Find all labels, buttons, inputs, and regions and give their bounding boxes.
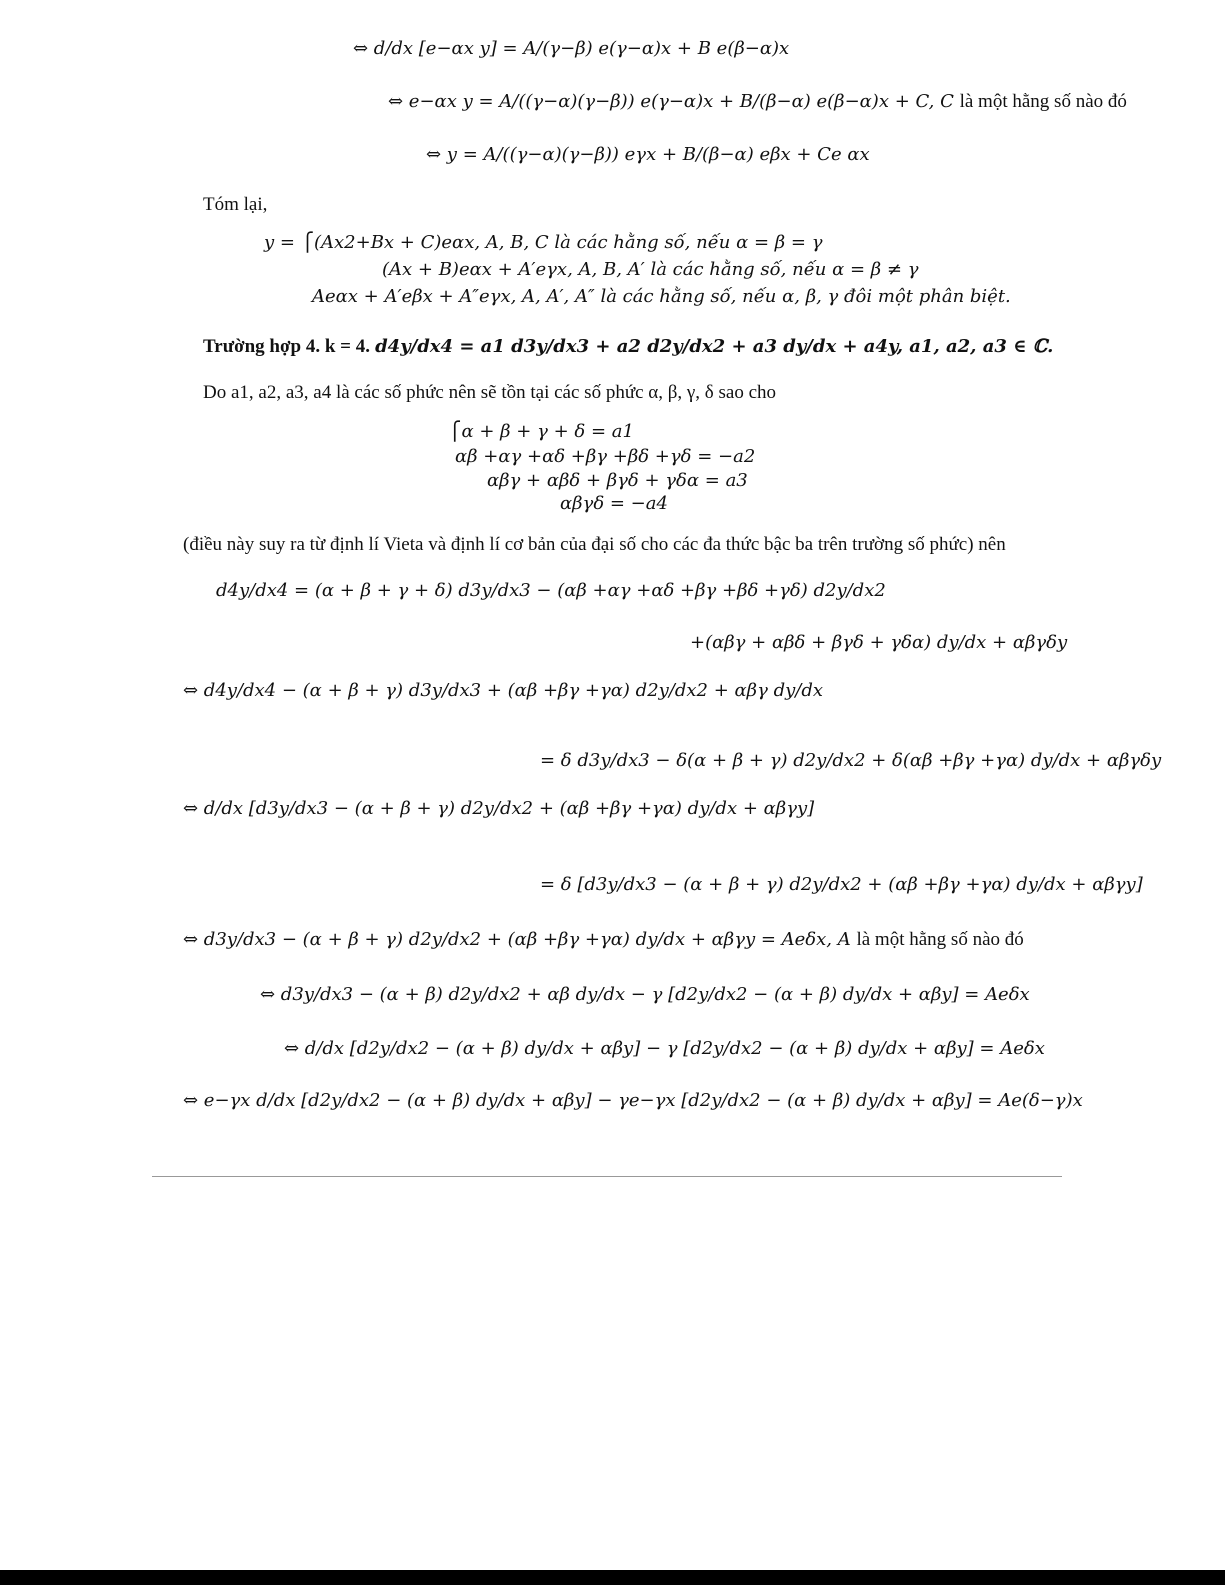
derivation-4-text: là một hằng số nào đó xyxy=(856,929,1024,950)
vieta-paragraph: (điều này suy ra từ định lí Vieta và định lí cơ bản của đại số cho các đa thức bậc ba trên trường số phức) nên xyxy=(183,534,1006,555)
system-row-3: αβγ + αβδ + βγδ + γδα = a3 xyxy=(487,470,748,491)
case-brace: y = ⎧ xyxy=(264,232,315,253)
derivation-6: ⇔ d/dx [d2y/dx2 − (α + β) dy/dx + αβy] − γ [d2y/dx2 − (α + β) dy/dx + αβy] = Aeδx xyxy=(284,1038,1045,1059)
case-1: (Ax2+Bx + C)eαx, A, B, C là các hằng số, nếu α = β = γ xyxy=(314,232,823,253)
case-4-heading xyxy=(203,337,1053,356)
case-3: Aeαx + A′eβx + A″eγx, A, A′, A″ là các hằng số, nếu α, β, γ đôi một phân biệt. xyxy=(312,286,1011,307)
derivation-1b: +(αβγ + αβδ + βγδ + γδα) dy/dx + αβγδy xyxy=(690,632,1068,653)
equation-line-2 xyxy=(388,92,1127,111)
equation-line-3: ⇔ y = A/((γ−α)(γ−β)) eγx + B/(β−α) eβx + Ce αx xyxy=(426,144,870,165)
summary-label: Tóm lại, xyxy=(203,194,268,215)
derivation-7: ⇔ e−γx d/dx [d2y/dx2 − (α + β) dy/dx + αβy] − γe−γx [d2y/dx2 − (α + β) dy/dx + αβy] = Ae(δ−γ)x xyxy=(183,1090,1083,1111)
derivation-4-math: ⇔ d3y/dx3 − (α + β + γ) d2y/dx2 + (αβ +βγ +γα) dy/dx + αβγy = Aeδx, A xyxy=(183,929,851,950)
case-2: (Ax + B)eαx + A′eγx, A, B, A′ là các hằng số, nếu α = β ≠ γ xyxy=(382,259,919,280)
page-divider xyxy=(152,1176,1062,1177)
derivation-4 xyxy=(183,930,1024,949)
case-4-title: Trường hợp 4. k = 4. xyxy=(203,336,370,357)
equation-line-1: ⇔ d/dx [e−αx y] = A/(γ−β) e(γ−α)x + B e(β−α)x xyxy=(353,38,790,59)
case-4-equation: d4y/dx4 = a1 d3y/dx3 + a2 d2y/dx2 + a3 dy/dx + a4y, a1, a2, a3 ∈ ℂ. xyxy=(375,336,1054,357)
system-row-4: αβγδ = −a4 xyxy=(560,493,668,514)
derivation-2b: = δ d3y/dx3 − δ(α + β + γ) d2y/dx2 + δ(αβ +βγ +γα) dy/dx + αβγδy xyxy=(540,750,1162,771)
equation-line-2-text: là một hằng số nào đó xyxy=(959,91,1127,112)
derivation-2a: ⇔ d4y/dx4 − (α + β + γ) d3y/dx3 + (αβ +βγ +γα) d2y/dx2 + αβγ dy/dx xyxy=(183,680,824,701)
derivation-3a: ⇔ d/dx [d3y/dx3 − (α + β + γ) d2y/dx2 + (αβ +βγ +γα) dy/dx + αβγy] xyxy=(183,798,815,819)
intro-paragraph: Do a1, a2, a3, a4 là các số phức nên sẽ tồn tại các số phức α, β, γ, δ sao cho xyxy=(203,382,777,403)
equation-line-2-math: ⇔ e−αx y = A/((γ−α)(γ−β)) e(γ−α)x + B/(β−α) e(β−α)x + C, C xyxy=(388,91,954,112)
derivation-3b: = δ [d3y/dx3 − (α + β + γ) d2y/dx2 + (αβ +βγ +γα) dy/dx + αβγy] xyxy=(540,874,1143,895)
system-row-2: αβ +αγ +αδ +βγ +βδ +γδ = −a2 xyxy=(455,446,756,467)
system-row-1: ⎧α + β + γ + δ = a1 xyxy=(448,421,634,442)
derivation-1a: d4y/dx4 = (α + β + γ + δ) d3y/dx3 − (αβ +αγ +αδ +βγ +βδ +γδ) d2y/dx2 xyxy=(216,580,886,601)
derivation-5: ⇔ d3y/dx3 − (α + β) d2y/dx2 + αβ dy/dx − γ [d2y/dx2 − (α + β) dy/dx + αβy] = Aeδx xyxy=(260,984,1030,1005)
bottom-bar xyxy=(0,1570,1225,1585)
